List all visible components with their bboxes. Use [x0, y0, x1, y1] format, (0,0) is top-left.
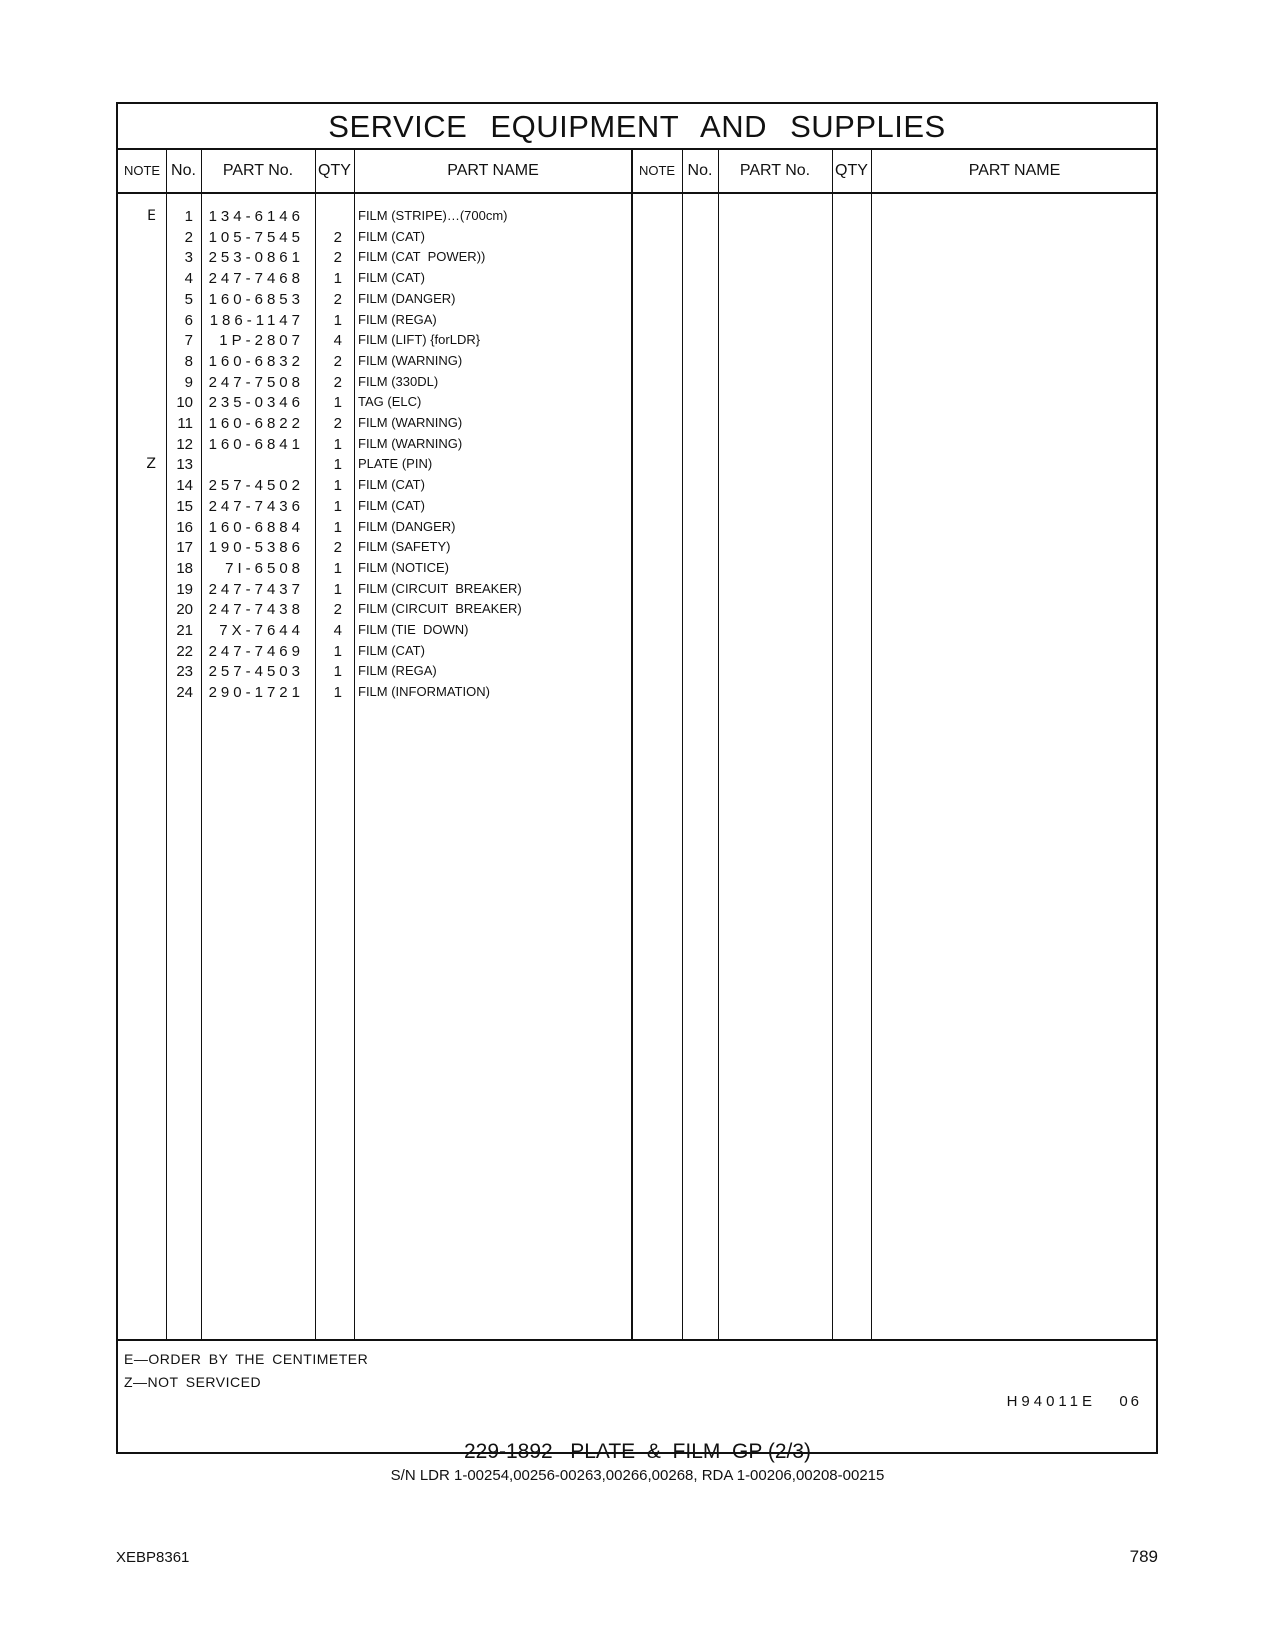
table-row — [118, 291, 1156, 312]
row-item-number: 11 — [177, 415, 193, 432]
row-item-number: 3 — [184, 249, 193, 267]
illustration-code: H94011E — [1006, 1393, 1096, 1410]
row-item-number: 2 — [184, 228, 193, 246]
header-qty-left: QTY — [318, 162, 351, 179]
table-row — [118, 332, 1156, 353]
row-item-number: 15 — [176, 497, 193, 515]
row-part-name: FILM (WARNING) — [358, 415, 463, 430]
table-row — [118, 643, 1156, 664]
row-part-name: FILM (LIFT) {forLDR} — [358, 332, 481, 348]
row-item-number: 1 — [184, 208, 193, 225]
table-row — [118, 519, 1156, 540]
row-item-number: 7 — [184, 332, 193, 350]
table-row — [118, 229, 1156, 250]
row-part-name: FILM (INFORMATION) — [358, 684, 490, 700]
row-part-name: FILM (DANGER) — [358, 518, 456, 534]
row-part-name: TAG (ELC) — [358, 394, 422, 410]
header-note-right: NOTE — [638, 163, 676, 178]
row-quantity: 2 — [333, 539, 342, 557]
row-part-number: 160-6822 — [208, 415, 304, 432]
row-part-number: 1P-2807 — [219, 332, 304, 350]
row-part-number: 247-7438 — [208, 601, 304, 619]
row-quantity: 4 — [333, 332, 342, 350]
row-part-name: FILM (CIRCUIT BREAKER) — [358, 601, 522, 617]
row-part-number: 247-7437 — [208, 580, 304, 598]
row-quantity: 1 — [333, 497, 342, 515]
page-title: SERVICE EQUIPMENT AND SUPPLIES — [118, 104, 1156, 150]
header-part-name-right: PART NAME — [968, 162, 1061, 179]
row-item-number: 10 — [176, 394, 193, 412]
row-part-number: 257-4503 — [208, 663, 304, 681]
table-row — [118, 415, 1156, 436]
row-item-number: 12 — [176, 435, 193, 453]
row-part-name: FILM (STRIPE)…(700cm) — [358, 208, 508, 223]
row-quantity: 1 — [333, 559, 342, 577]
table-row — [118, 456, 1156, 477]
row-part-number: 247-7468 — [208, 270, 304, 288]
row-item-number: 20 — [176, 601, 193, 619]
row-part-number: 235-0346 — [208, 394, 304, 412]
table-row — [118, 312, 1156, 333]
row-part-name: FILM (DANGER) — [358, 290, 456, 306]
footnote-area — [118, 1339, 1156, 1454]
table-row — [118, 539, 1156, 560]
row-part-name: FILM (CAT) — [358, 477, 425, 493]
row-part-number: 160-6884 — [208, 518, 304, 536]
page-number: 789 — [1129, 1547, 1158, 1566]
row-part-number: 257-4502 — [208, 477, 304, 495]
table-row — [118, 394, 1156, 415]
table-row — [118, 601, 1156, 622]
row-quantity: 2 — [333, 601, 342, 619]
footnote-z: Z—NOT SERVICED — [124, 1374, 262, 1390]
row-quantity: 2 — [333, 290, 342, 308]
header-no-right: No. — [687, 162, 713, 179]
table-row — [118, 374, 1156, 395]
header-part-no-left: PART No. — [222, 162, 294, 179]
header-part-no-right: PART No. — [739, 162, 811, 179]
row-item-number: 17 — [176, 539, 193, 557]
row-quantity: 1 — [333, 311, 342, 329]
table-row — [118, 208, 1156, 229]
row-note: Z — [146, 456, 156, 473]
row-quantity: 1 — [333, 518, 342, 536]
row-item-number: 4 — [184, 270, 193, 288]
row-part-number: 247-7508 — [208, 373, 304, 391]
row-part-name: FILM (CAT) — [358, 497, 425, 513]
row-part-number: 290-1721 — [208, 684, 304, 702]
row-quantity: 1 — [333, 270, 342, 288]
row-item-number: 8 — [184, 352, 193, 370]
row-item-number: 23 — [176, 663, 193, 681]
row-part-number: 7I-6508 — [225, 559, 304, 577]
row-item-number: 9 — [184, 373, 193, 391]
row-part-name: FILM (CAT) — [358, 228, 425, 244]
row-quantity: 2 — [333, 352, 342, 370]
row-part-name: FILM (WARNING) — [358, 352, 463, 368]
table-row — [118, 663, 1156, 684]
row-quantity: 1 — [333, 663, 342, 681]
row-item-number: 22 — [176, 642, 193, 660]
row-part-number: 160-6841 — [208, 435, 304, 453]
header-qty-right: QTY — [835, 162, 868, 179]
row-quantity: 2 — [333, 373, 342, 391]
row-part-number: 160-6853 — [208, 290, 304, 308]
row-item-number: 16 — [176, 518, 193, 536]
document-id: XEBP8361 — [116, 1549, 190, 1566]
row-part-number: 190-5386 — [208, 539, 304, 557]
row-item-number: 5 — [184, 290, 193, 308]
row-part-name: FILM (REGA) — [358, 311, 437, 327]
row-item-number: 18 — [176, 559, 193, 577]
row-quantity: 4 — [333, 622, 342, 639]
row-part-name: FILM (CAT) — [358, 642, 425, 658]
row-item-number: 24 — [176, 684, 193, 702]
table-row — [118, 684, 1156, 705]
row-note: E — [147, 208, 156, 224]
row-quantity: 1 — [333, 580, 342, 598]
group-title: 229-1892 PLATE & FILM GP (2/3) — [463, 1440, 812, 1463]
row-part-number: 247-7469 — [208, 642, 304, 660]
row-part-name: FILM (TIE DOWN) — [358, 622, 469, 637]
row-quantity: 1 — [333, 477, 342, 495]
row-part-number: 7X-7644 — [219, 622, 304, 639]
row-part-name: FILM (CIRCUIT BREAKER) — [358, 580, 522, 596]
table-row — [118, 560, 1156, 581]
row-part-name: FILM (CAT POWER)) — [358, 249, 486, 265]
header-note-left: NOTE — [123, 163, 161, 178]
parts-sheet — [116, 102, 1158, 1454]
row-part-number: 105-7545 — [208, 228, 304, 246]
illustration-code-number: 06 — [1119, 1393, 1142, 1410]
row-quantity: 2 — [333, 228, 342, 246]
table-row — [118, 270, 1156, 291]
row-quantity: 2 — [333, 249, 342, 267]
row-part-number: 247-7436 — [208, 497, 304, 515]
row-item-number: 19 — [176, 580, 193, 598]
header-part-name-left: PART NAME — [447, 162, 539, 179]
row-quantity: 1 — [333, 684, 342, 702]
footnote-e: E—ORDER BY THE CENTIMETER — [124, 1351, 369, 1367]
row-part-name: FILM (SAFETY) — [358, 539, 451, 555]
row-part-name: FILM (CAT) — [358, 270, 425, 286]
row-part-name: FILM (NOTICE) — [358, 559, 449, 575]
table-row — [118, 581, 1156, 602]
table-row — [118, 436, 1156, 457]
row-item-number: 14 — [176, 477, 193, 495]
header-no-left: No. — [171, 162, 196, 179]
row-part-number: 186-1147 — [209, 311, 304, 329]
row-item-number: 13 — [176, 456, 193, 474]
table-row — [118, 622, 1156, 643]
row-part-number: 160-6832 — [208, 352, 304, 370]
column-header-row — [118, 150, 1156, 194]
row-quantity: 1 — [333, 642, 342, 660]
table-row — [118, 249, 1156, 270]
row-item-number: 6 — [184, 311, 193, 329]
row-quantity: 1 — [333, 435, 342, 453]
row-part-name: FILM (330DL) — [358, 373, 439, 389]
row-part-name: FILM (REGA) — [358, 663, 437, 679]
table-row — [118, 498, 1156, 519]
row-quantity: 2 — [333, 415, 342, 432]
row-quantity: 1 — [333, 394, 342, 412]
table-row — [118, 477, 1156, 498]
row-part-number: 134-6146 — [208, 208, 304, 225]
row-part-number: 253-0861 — [208, 249, 304, 267]
serial-number-range: S/N LDR 1-00254,00256-00263,00266,00268, RDA 1-00206,00208-00215 — [390, 1467, 885, 1484]
row-part-name: FILM (WARNING) — [358, 435, 463, 451]
row-quantity: 1 — [333, 456, 342, 474]
table-row — [118, 353, 1156, 374]
row-item-number: 21 — [176, 622, 193, 639]
row-part-name: PLATE (PIN) — [358, 456, 433, 472]
